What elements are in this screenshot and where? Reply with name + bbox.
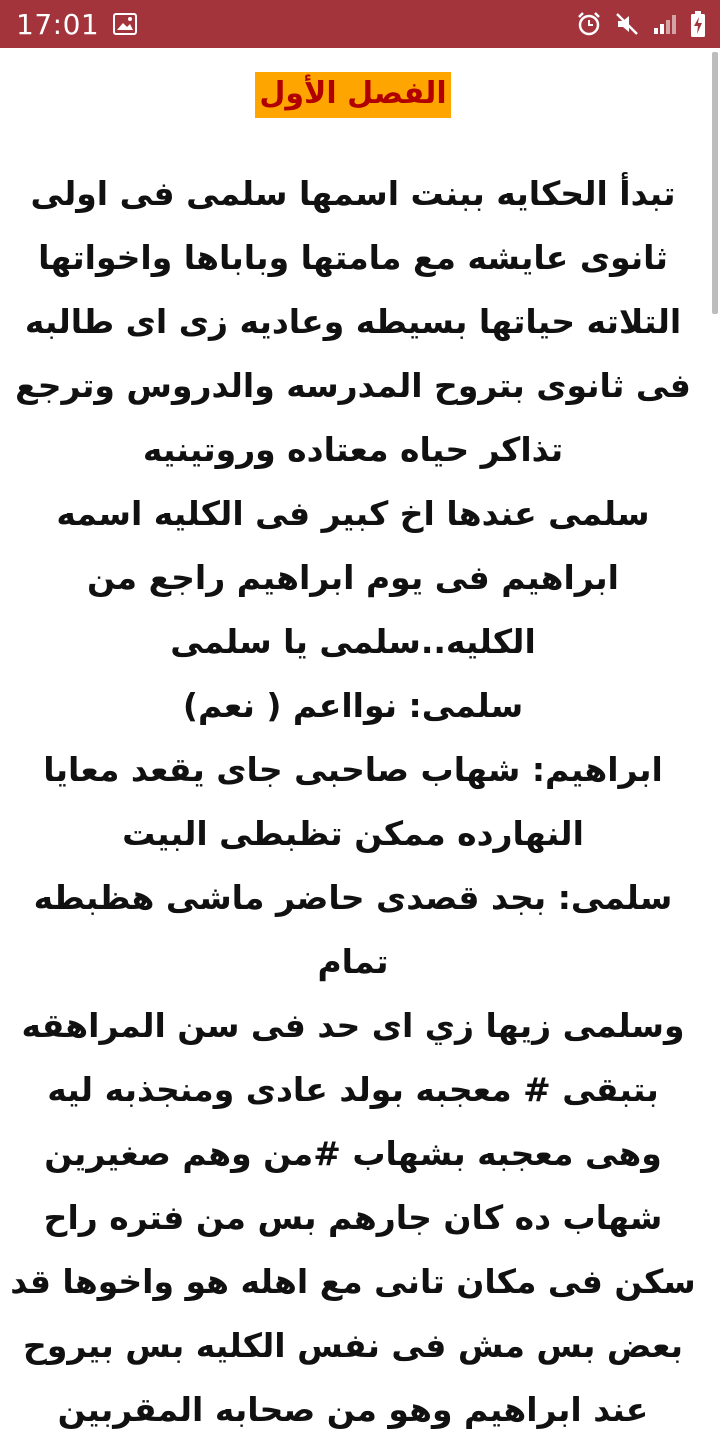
story-text <box>0 162 706 1442</box>
chapter-title: الفصل الأول <box>255 72 450 118</box>
story-paragraph: سلمى: بجد قصدى حاضر ماشى هظبطه تمام <box>33 878 673 981</box>
reader-content[interactable] <box>0 48 706 1429</box>
signal-icon <box>652 12 678 36</box>
story-paragraph: شهاب ده كان جارهم بس من فتره راح سكن فى مكان تانى مع اهله هو واخوها قد بعض بس مش فى نفس الكليه بس بيروح عند ابراهيم وهو من صحابه المقربين <box>10 1198 696 1429</box>
status-bar <box>0 0 720 48</box>
story-paragraph: سلمى عندها اخ كبير فى الكليه اسمه ابراهيم فى يوم ابراهيم راجع من الكليه..سلمى يا سلمى <box>56 494 650 661</box>
story-paragraph: ابراهيم: شهاب صاحبى جاى يقعد معايا النهارده ممكن تظبطى البيت <box>43 750 663 853</box>
status-time: 17:01 <box>16 7 100 41</box>
image-icon <box>113 13 137 35</box>
story-paragraph: تبدأ الحكايه ببنت اسمها سلمى فى اولى ثانوى عايشه مع مامتها وباباها واخواتها التلاته حياتها بسيطه وعاديه زى اى طالبه فى ثانوى بتروح المدرسه والدروس وترجع تذاكر حياه معتاده وروتينيه <box>15 174 691 469</box>
mute-icon <box>614 11 640 37</box>
story-paragraph: وسلمى زيها زي اى حد فى سن المراهقه بتبقى # معجبه بولد عادى ومنجذبه ليه وهى معجبه بشهاب #من وهم صغيرين <box>21 1006 685 1173</box>
alarm-icon <box>576 11 602 37</box>
battery-charging-icon <box>690 10 706 38</box>
story-paragraph: سلمى: نوااعم ( نعم) <box>182 686 524 725</box>
scrollbar-thumb[interactable] <box>712 52 718 314</box>
chapter-header <box>0 72 706 118</box>
